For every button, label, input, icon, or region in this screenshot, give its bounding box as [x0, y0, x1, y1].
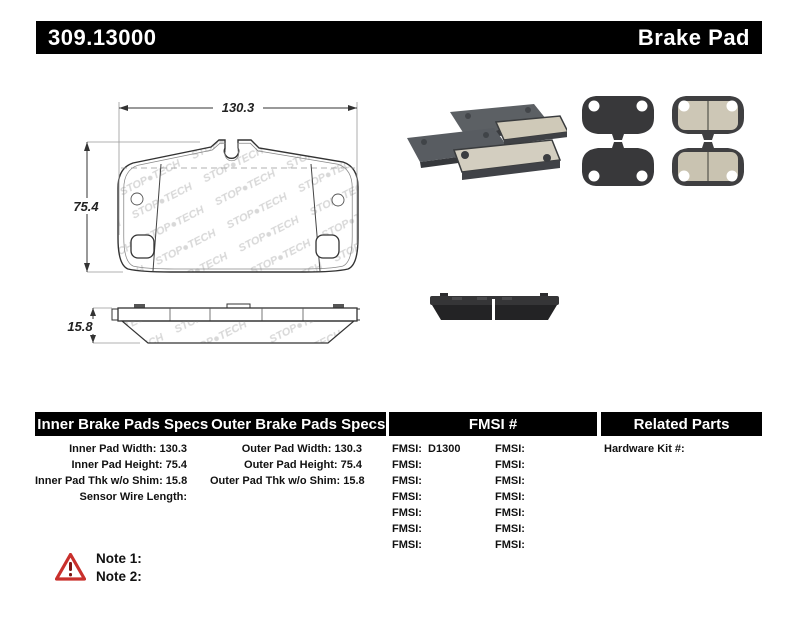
notes-list	[96, 550, 142, 586]
note-row: Note 1:	[96, 551, 142, 566]
inner-spec-row: Inner Pad Width: 130.3	[69, 443, 187, 455]
guide-hole-left	[131, 235, 154, 258]
outer-spec-row: Outer Pad Width: 130.3	[241, 443, 362, 455]
fmsi-header: FMSI #	[468, 415, 518, 433]
fmsi-row: FMSI: D1300	[392, 443, 461, 455]
inner-spec-row: Sensor Wire Length:	[79, 491, 187, 503]
outer-spec-row: Outer Pad Height: 75.4	[244, 459, 362, 471]
header-bar	[36, 21, 762, 54]
width-dim-label: 130.3	[221, 100, 255, 115]
thickness-dim-label: 15.8	[67, 319, 93, 334]
height-dim-label: 75.4	[73, 199, 99, 214]
photo-pad-side	[422, 287, 567, 332]
pad-back-bottom	[582, 142, 654, 186]
fmsi-row: FMSI:	[495, 443, 525, 455]
pad-friction-top	[672, 96, 744, 140]
inner-spec-row: Inner Pad Thk w/o Shim: 15.8	[35, 475, 188, 487]
product-name: Brake Pad	[637, 24, 750, 50]
fmsi-row: FMSI:	[495, 507, 525, 519]
related-parts-column	[604, 441, 762, 457]
fmsi-row: FMSI:	[495, 459, 525, 471]
note-row: Note 2:	[96, 569, 142, 584]
pad-photo-group	[407, 104, 567, 180]
fmsi-row: FMSI:	[392, 459, 422, 471]
fmsi-row: FMSI:	[495, 491, 525, 503]
inner-specs-header: Inner Brake Pads Specs	[37, 415, 209, 433]
fmsi-row: FMSI:	[495, 475, 525, 487]
pad-back-top	[582, 96, 654, 140]
guide-hole-right	[316, 235, 339, 258]
inner-spec-row: Inner Pad Height: 75.4	[71, 459, 187, 471]
photo-pad-set-perspective	[402, 98, 567, 190]
fmsi-row: FMSI:	[392, 507, 422, 519]
side-profile	[112, 304, 360, 343]
fmsi-row: FMSI:	[392, 523, 422, 535]
part-number: 309.13000	[48, 24, 157, 50]
related-header-bar	[601, 412, 762, 436]
pad-friction-bottom	[672, 142, 744, 186]
related-parts-header: Related Parts	[633, 415, 730, 433]
brake-pad-outline	[118, 140, 358, 272]
fmsi-row: FMSI:	[392, 491, 422, 503]
outer-spec-row: Outer Pad Thk w/o Shim: 15.8	[210, 475, 365, 487]
warning-icon	[55, 553, 86, 586]
photo-pad-set-flat	[578, 92, 750, 192]
fmsi-row: FMSI:	[495, 539, 525, 551]
fmsi-header-bar	[389, 412, 597, 436]
front-view-drawing	[65, 88, 365, 278]
pad-side-photo	[430, 293, 559, 320]
outer-specs-header: Outer Brake Pads Specs	[211, 415, 386, 433]
related-part-row: Hardware Kit #:	[604, 443, 685, 455]
fmsi-row: FMSI:	[495, 523, 525, 535]
fmsi-row: FMSI:	[392, 539, 422, 551]
fmsi-column-2	[495, 441, 595, 553]
inner-specs-column	[35, 441, 187, 505]
side-view-drawing	[60, 285, 360, 355]
outer-specs-column	[210, 441, 365, 489]
fmsi-row: FMSI:	[392, 475, 422, 487]
fmsi-column-1	[392, 441, 492, 553]
specs-header-bar	[35, 412, 386, 436]
